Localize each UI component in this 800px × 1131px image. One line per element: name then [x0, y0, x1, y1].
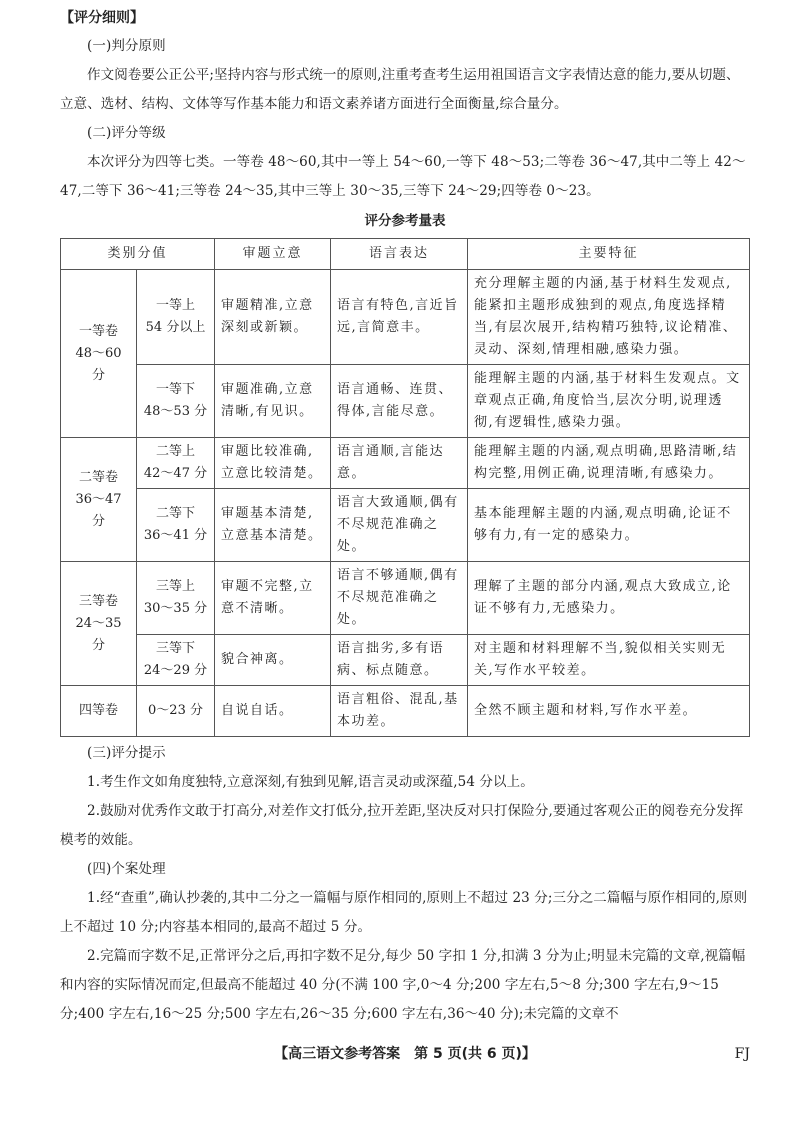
theme-cell: 自说自话。: [215, 686, 331, 737]
features-cell: 能理解主题的内涵,观点明确,思路清晰,结构完整,用例正确,说理清晰,有感染力。: [468, 438, 750, 489]
header-category: 类别分值: [61, 239, 215, 270]
language-cell: 语言有特色,言近旨远,言简意丰。: [331, 270, 468, 365]
language-cell: 语言通顺,言能达意。: [331, 438, 468, 489]
s4-item: 1.经“查重”,确认抄袭的,其中二分之一篇幅与原作相同的,原则上不超过 23 分;三分之二篇幅与原作相同的,原则上不超过 10 分;内容基本相同的,最高不超过 5 分。: [60, 890, 748, 935]
sub-cell: [137, 365, 215, 438]
table-row: [61, 270, 750, 365]
theme-cell: 审题准确,立意清晰,有见识。: [215, 365, 331, 438]
header-language: 语言表达: [331, 239, 468, 270]
sub-name: 二等上: [156, 444, 196, 459]
language-cell: 语言拙劣,多有语病、标点随意。: [331, 635, 468, 686]
sub-cell: [137, 562, 215, 635]
group-name: 二等卷: [78, 469, 118, 485]
footer-wrap: [60, 1039, 750, 1069]
sub-cell: [137, 270, 215, 365]
features-cell: 对主题和材料理解不当,貌似相关实则无关,写作水平较差。: [468, 635, 750, 686]
sub-name: 一等下: [156, 382, 196, 397]
theme-cell: 貌合神离。: [215, 635, 331, 686]
header-features: 主要特征: [468, 239, 750, 270]
group-name: 四等卷: [61, 686, 137, 737]
group-range: 0～23 分: [137, 686, 215, 737]
sub-name: 三等上: [156, 579, 196, 594]
sub-range: 54 分以上: [145, 320, 206, 335]
group-range: 48～60 分: [75, 345, 122, 383]
table-row: [61, 686, 750, 737]
table-row: [61, 635, 750, 686]
language-cell: 语言不够通顺,偶有不尽规范准确之处。: [331, 562, 468, 635]
sub-range: 36～41 分: [143, 528, 208, 543]
sub-name: 一等上: [156, 298, 196, 313]
group-name: 三等卷: [78, 593, 118, 609]
footer-code: FJ: [734, 1046, 750, 1062]
sub-name: 二等下: [156, 506, 196, 521]
table-header-row: [61, 239, 750, 270]
scoring-table: [60, 238, 750, 737]
table-row: [61, 562, 750, 635]
s1-heading: (一)判分原则: [87, 38, 166, 54]
group-cell: [61, 562, 137, 686]
language-cell: 语言通畅、连贯、得体,言能尽意。: [331, 365, 468, 438]
section-title: 【评分细则】: [60, 10, 144, 26]
header-theme: 审题立意: [215, 239, 331, 270]
sub-cell: [137, 438, 215, 489]
table-row: [61, 365, 750, 438]
features-cell: 能理解主题的内涵,基于材料生发观点。文章观点正确,角度恰当,层次分明,说理透彻,有逻辑性,感染力强。: [468, 365, 750, 438]
group-cell: [61, 438, 137, 562]
group-range: 24～35 分: [75, 615, 122, 653]
group-cell: [61, 270, 137, 438]
language-cell: 语言大致通顺,偶有不尽规范准确之处。: [331, 489, 468, 562]
sub-range: 42～47 分: [143, 466, 208, 481]
theme-cell: 审题精准,立意深刻或新颖。: [215, 270, 331, 365]
s3-item: 1.考生作文如角度独特,立意深刻,有独到见解,语言灵动或深蕴,54 分以上。: [87, 774, 534, 790]
theme-cell: 审题基本清楚,立意基本清楚。: [215, 489, 331, 562]
language-cell: 语言粗俗、混乱,基本功差。: [331, 686, 468, 737]
group-range: 36～47 分: [75, 491, 122, 529]
s3-item: 2.鼓励对优秀作文敢于打高分,对差作文打低分,拉开差距,坚决反对只打保险分,要通过客观公正的阅卷充分发挥模考的效能。: [60, 803, 744, 848]
group-name: 一等卷: [78, 323, 118, 339]
s3-heading: (三)评分提示: [87, 745, 166, 761]
sub-name: 三等下: [156, 641, 196, 656]
sub-range: 30～35 分: [143, 601, 208, 616]
sub-range: 48～53 分: [143, 404, 208, 419]
features-cell: 全然不顾主题和材料,写作水平差。: [468, 686, 750, 737]
page-footer: 【高三语文参考答案 第 5 页(共 6 页)】: [274, 1046, 536, 1062]
sub-range: 24～29 分: [143, 663, 208, 678]
theme-cell: 审题不完整,立意不清晰。: [215, 562, 331, 635]
sub-cell: [137, 635, 215, 686]
features-cell: 基本能理解主题的内涵,观点明确,论证不够有力,有一定的感染力。: [468, 489, 750, 562]
table-title: 评分参考量表: [364, 213, 446, 229]
features-cell: 理解了主题的部分内涵,观点大致成立,论证不够有力,无感染力。: [468, 562, 750, 635]
features-cell: 充分理解主题的内涵,基于材料生发观点,能紧扣主题形成独到的观点,角度选择精当,有层次展开,结构精巧独特,议论精准、灵动、深刻,情理相融,感染力强。: [468, 270, 750, 365]
s4-item: 2.完篇而字数不足,正常评分之后,再扣字数不足分,每少 50 字扣 1 分,扣满 3 分为止;明显未完篇的文章,视篇幅和内容的实际情况而定,但最高不能超过 40 分(不满 100 字,0～4 分;200 字左右,5～8 分;300 字左右,9～15 分;400 字左右,16～25 分;500 字左右,26～35 分;600 字左右,36～40 分);未完篇的文章不: [60, 948, 746, 1022]
s2-heading: (二)评分等级: [87, 125, 166, 141]
s4-heading: (四)个案处理: [87, 861, 166, 877]
theme-cell: 审题比较准确,立意比较清楚。: [215, 438, 331, 489]
s1-text: 作文阅卷要公正公平;坚持内容与形式统一的原则,注重考查考生运用祖国语言文字表情达意的能力,要从切题、立意、选材、结构、文体等写作基本能力和语文素养诸方面进行全面衡量,综合量分。: [60, 67, 740, 112]
table-row: [61, 489, 750, 562]
s2-text: 本次评分为四等七类。一等卷 48～60,其中一等上 54～60,一等下 48～53;二等卷 36～47,其中二等上 42～47,二等下 36～41;三等卷 24～35,其中三等上 30～35,三等下 24～29;四等卷 0～23。: [60, 154, 746, 199]
sub-cell: [137, 489, 215, 562]
table-row: [61, 438, 750, 489]
